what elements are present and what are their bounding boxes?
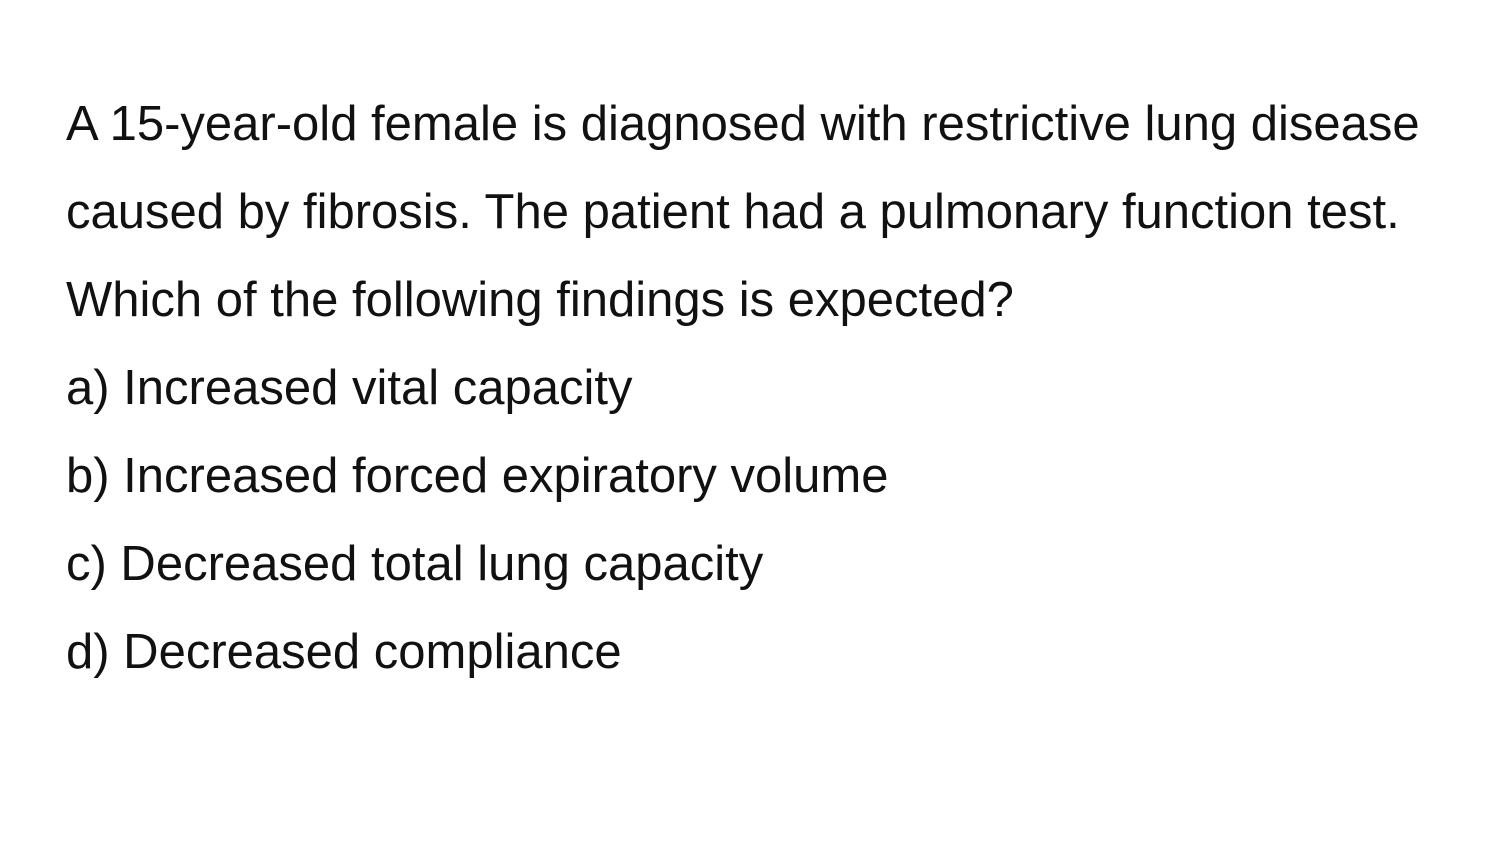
answer-option-a: a) Increased vital capacity <box>66 361 633 415</box>
question-text: A 15-year-old female is diagnosed with restrictive lung disease caused by fibrosis. The patient had a pulmonary function test. Which of the following findings is expected? <box>66 97 1420 327</box>
answer-option-b: b) Increased forced expiratory volume <box>66 449 889 503</box>
question-document <box>66 80 1446 696</box>
answer-option-c: c) Decreased total lung capacity <box>66 537 764 591</box>
answer-option-d: d) Decreased compliance <box>66 625 622 679</box>
answer-options-list <box>66 344 1446 696</box>
